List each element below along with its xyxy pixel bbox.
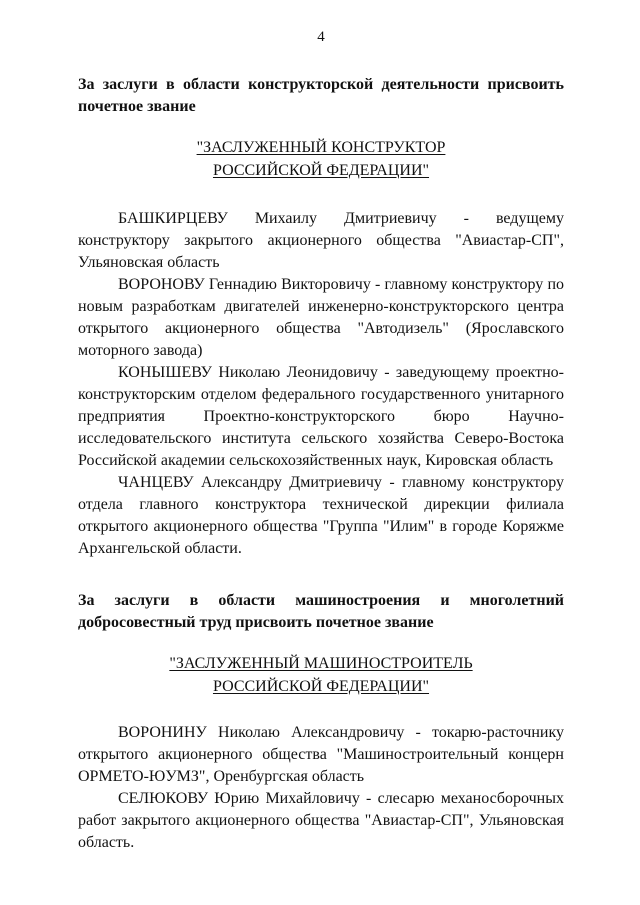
awardee-entry: КОНЫШЕВУ Николаю Леонидовичу - заведующему проектно-конструкторским отделом федерального государственного унитарного предприятия Проектно-конструкторского бюро Научно-исследовательского института сельского хозяйства Северо-Востока Российской академии сельскохозяйственных наук, Кировская область (78, 364, 564, 469)
honorary-title-line-1: "ЗАСЛУЖЕННЫЙ КОНСТРУКТОР (196, 139, 446, 156)
section-heading-machine-builder: За заслуги в области машиностроения и многолетний добросовестный труд присвоить почетное звание (78, 592, 564, 631)
awardee-entry: ЧАНЦЕВУ Александру Дмитриевичу - главному конструктору отдела главного конструктора технической дирекции филиала открытого акционерного общества "Группа "Илим" в городе Коряжме Архангельской области. (78, 474, 564, 557)
honorary-title-line-2: РОССИЙСКОЙ ФЕДЕРАЦИИ" (212, 678, 430, 695)
honorary-title-constructor (78, 136, 564, 182)
honorary-title-line-1: "ЗАСЛУЖЕННЫЙ МАШИНОСТРОИТЕЛЬ (169, 655, 473, 672)
honorary-title-line-2: РОССИЙСКОЙ ФЕДЕРАЦИИ" (212, 162, 430, 179)
awardee-entry: БАШКИРЦЕВУ Михаилу Дмитриевичу - ведущему конструктору закрытого акционерного общества "Авиастар-СП", Ульяновская область (78, 210, 564, 271)
awardee-entry: СЕЛЮКОВУ Юрию Михайловичу - слесарю механосборочных работ закрытого акционерного общества "Авиастар-СП", Ульяновская область. (78, 790, 564, 851)
awardee-list-machine-builder (78, 722, 564, 854)
page-number: 4 (317, 29, 325, 45)
section-heading-constructor: За заслуги в области конструкторской деятельности присвоить почетное звание (78, 76, 564, 115)
document-page (78, 28, 564, 854)
honorary-title-machine-builder (78, 652, 564, 698)
awardee-entry: ВОРОНИНУ Николаю Александровичу - токарю-расточнику открытого акционерного общества "Машиностроительный концерн ОРМЕТО-ЮУМЗ", Оренбургская область (78, 724, 564, 785)
awardee-entry: ВОРОНОВУ Геннадию Викторовичу - главному конструктору по новым разработкам двигателей инженерно-конструкторского центра открытого акционерного общества "Автодизель" (Ярославского моторного завода) (78, 276, 564, 359)
awardee-list-constructor (78, 208, 564, 560)
